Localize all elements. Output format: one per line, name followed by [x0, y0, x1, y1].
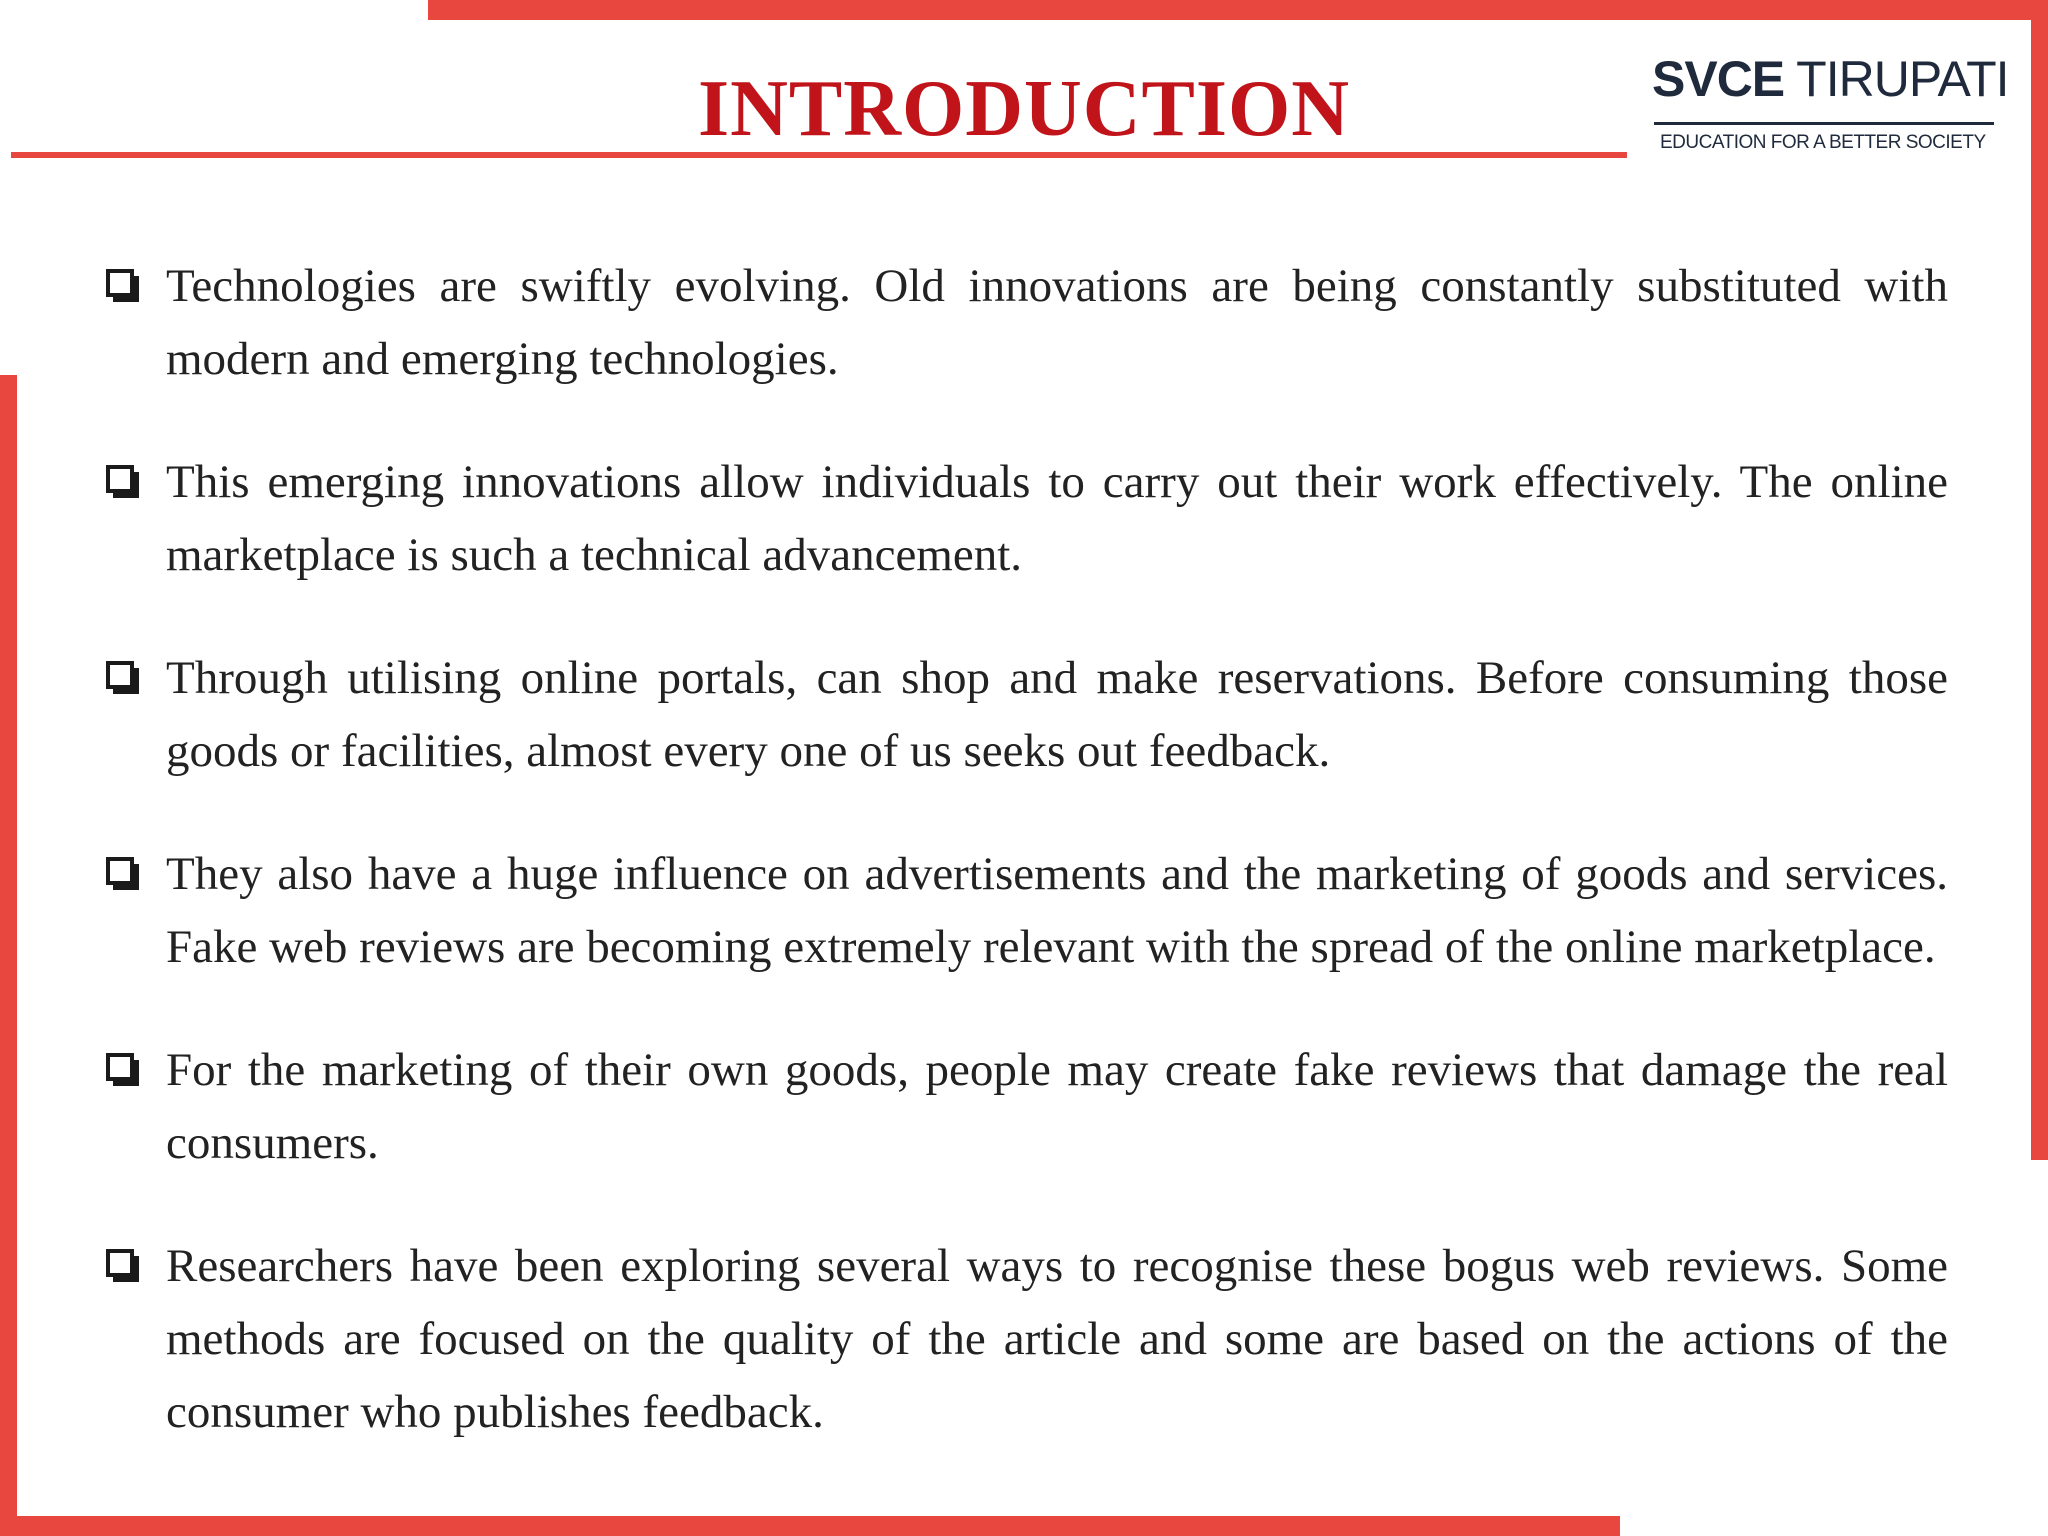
bullet-list — [100, 250, 1948, 1499]
bullet-text: Researchers have been exploring several ways to recognise these bogus web reviews. Some methods are focused on the quality of the article and some are based on the actions of the consumer who publishes feedback. — [166, 1240, 1948, 1438]
bullet-item — [100, 642, 1948, 788]
bullet-text: They also have a huge influence on advertisements and the marketing of goods and services. Fake web reviews are becoming extremely relevant with the spread of the online marketplace. — [166, 848, 1948, 973]
bullet-item — [100, 1034, 1948, 1180]
bullet-text: Through utilising online portals, can shop and make reservations. Before consuming those goods or facilities, almost every one of us seeks out feedback. — [166, 652, 1948, 777]
logo-name-regular: TIRUPATI — [1796, 51, 2009, 107]
checkbox-bullet-icon — [106, 1249, 134, 1277]
logo-tagline: EDUCATION FOR A BETTER SOCIETY — [1660, 132, 1986, 153]
bullet-text: This emerging innovations allow individuals to carry out their work effectively. The online marketplace is such a technical advancement. — [166, 456, 1948, 581]
checkbox-bullet-icon — [106, 1053, 134, 1081]
right-border-bar — [2031, 20, 2048, 1160]
checkbox-bullet-icon — [106, 465, 134, 493]
slide-title: INTRODUCTION — [697, 65, 1351, 153]
bullet-text: For the marketing of their own goods, people may create fake reviews that damage the real consumers. — [166, 1044, 1948, 1169]
bottom-border-bar — [0, 1516, 1620, 1536]
bullet-text: Technologies are swiftly evolving. Old innovations are being constantly substituted with modern and emerging technologies. — [166, 260, 1948, 385]
bullet-item — [100, 446, 1948, 592]
top-border-bar — [428, 0, 2048, 20]
logo-divider — [1654, 122, 1994, 125]
bullet-item — [100, 838, 1948, 984]
bullet-item — [100, 250, 1948, 396]
svce-logo — [1640, 44, 2020, 164]
logo-wordmark — [1652, 50, 2009, 108]
logo-name-bold: SVCE — [1652, 51, 1785, 107]
checkbox-bullet-icon — [106, 269, 134, 297]
left-border-bar — [0, 375, 17, 1536]
checkbox-bullet-icon — [106, 857, 134, 885]
bullet-item — [100, 1230, 1948, 1449]
checkbox-bullet-icon — [106, 661, 134, 689]
